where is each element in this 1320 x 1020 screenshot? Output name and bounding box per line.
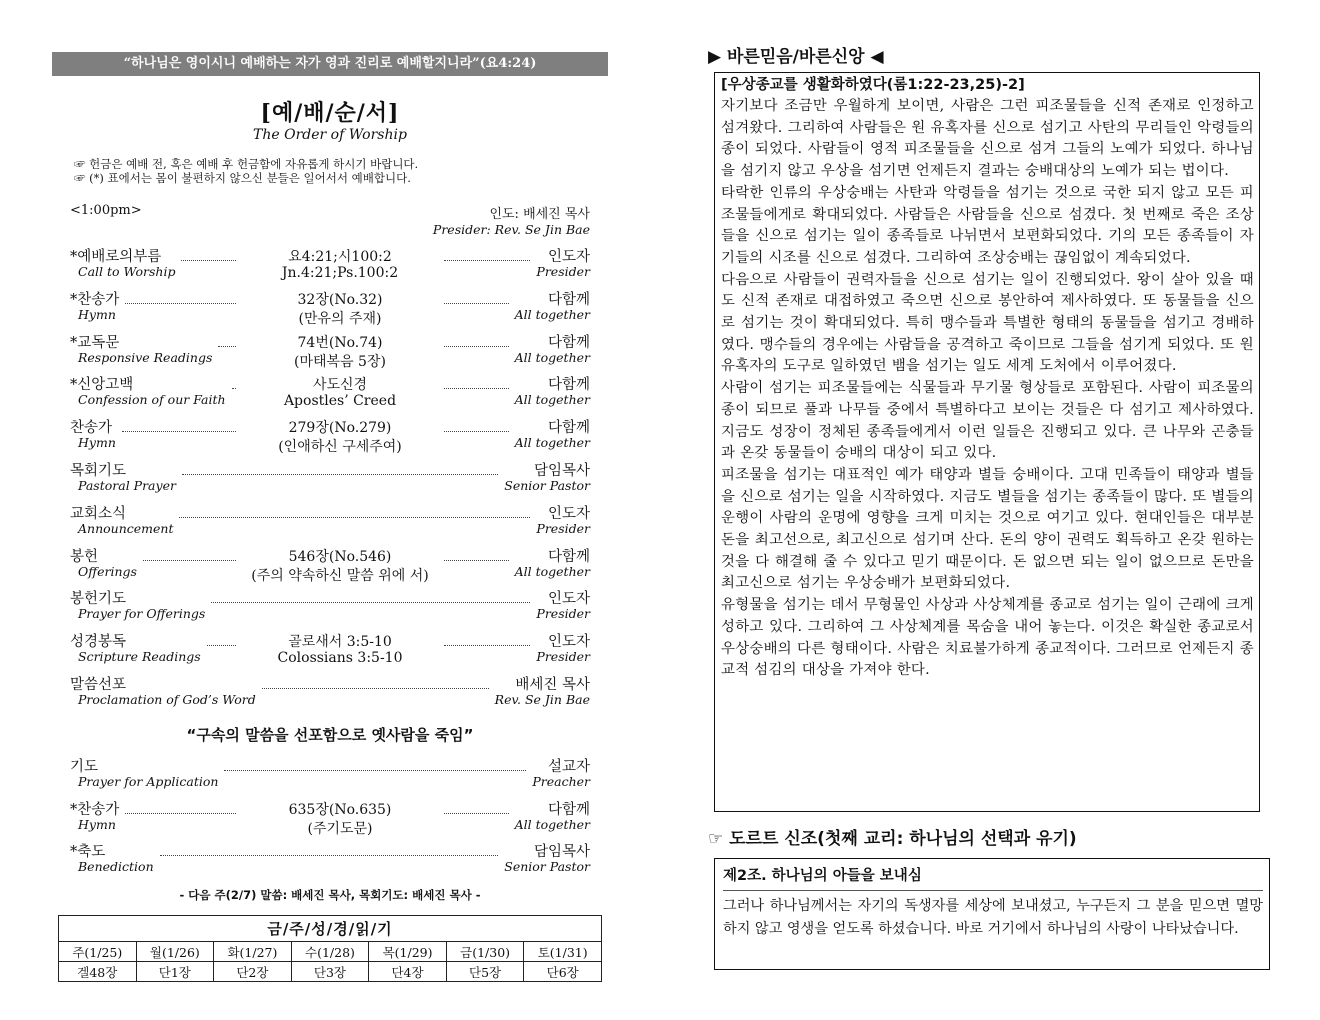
worship-item (52, 838, 608, 881)
reading-book: 단3장 (291, 962, 369, 982)
item-responsible-ko: 다함께 (547, 334, 590, 351)
worship-items-after-sermon (52, 753, 608, 881)
item-responsible-en: All together (514, 392, 590, 408)
worship-item (52, 329, 608, 372)
dot-leader (444, 645, 530, 646)
item-label-ko: *교독문 (70, 334, 120, 351)
item-label-ko: 말씀선포 (70, 676, 127, 693)
dot-leader (182, 474, 498, 475)
item-responsible-en: Presider (536, 606, 590, 622)
item-responsible-en: All together (514, 306, 590, 322)
item-responsible (515, 416, 590, 450)
item-label-en: Benediction (78, 859, 154, 875)
item-responsible (536, 502, 590, 536)
dot-leader (232, 388, 236, 389)
sermon-title: “구속의 말씀을 선포함으로 옛사람을 죽임” (186, 725, 474, 744)
item-label-en: Proclamation of God’s Word (78, 691, 256, 707)
idolatry-article-box (714, 72, 1260, 812)
item-label (70, 416, 116, 450)
item-label-ko: *축도 (70, 844, 106, 861)
item-responsible-ko: 인도자 (547, 634, 590, 651)
dot-leader (125, 813, 236, 814)
presider-info (433, 203, 590, 237)
dot-leader (444, 560, 509, 561)
item-label (70, 840, 154, 874)
worship-item (52, 585, 608, 628)
item-detail (242, 417, 438, 456)
reading-books-row (59, 962, 602, 982)
item-label-en: Hymn (78, 816, 116, 832)
item-detail-sub: Jn.4:21;Ps.100:2 (281, 265, 399, 281)
reading-day: 수(1/28) (291, 942, 369, 962)
reading-title: 금/주/성/경/읽/기 (58, 915, 602, 941)
item-responsible-en: Presider (536, 649, 590, 665)
article-paragraph: 피조물을 섬기는 대표적인 예가 태양과 별들 숭배이다. 고대 민족들이 태양과 별들을 신으로 섬기는 일을 시작하였다. 지금도 별들을 섬기는 종족들이 많다. 또 별들의 운행이 사람의 운명에 영향을 크게 미치는 것으로 여기고 있다. 현대인들은 대부분 돈을 최고선으로, 최고신으로 섬기며 산다. 돈의 양이 권력도 획득하고 온갖 원하는 것을 다 해결해 줄 수 있다고 믿기 때문이다. 돈 없으면 되는 일이 없으므로 돈만을 최고신으로 섬기는 우상숭배가 보편화되었다. (721, 466, 1254, 592)
worship-item (52, 371, 608, 414)
worship-item (52, 628, 608, 671)
item-responsible-en: Presider (536, 520, 590, 536)
item-detail (242, 799, 438, 838)
item-label-ko: 봉헌기도 (70, 591, 127, 608)
item-responsible-en: All together (514, 816, 590, 832)
item-responsible (515, 373, 590, 407)
item-detail-main: 골로새서 3:5-10 (288, 634, 392, 651)
scripture-banner: “하나님은 영이시니 예배하는 자가 영과 진리로 예배할지니라”(요4:24) (52, 52, 608, 76)
next-week-notice: - 다음 주(2/7) 말씀: 배세진 목사, 목회기도: 배세진 목사 - (179, 888, 481, 903)
worship-item (52, 753, 608, 796)
item-label-ko: *찬송가 (70, 801, 120, 818)
item-label (70, 331, 212, 365)
worship-notes (74, 157, 608, 185)
item-detail (242, 631, 438, 666)
item-responsible-en: All together (514, 435, 590, 451)
item-detail-sub: (주의 약속하신 말씀 위에 서) (251, 567, 429, 584)
item-label (70, 630, 201, 664)
item-detail-main: 요4:21;시100:2 (288, 249, 392, 265)
dot-leader (444, 813, 509, 814)
item-label (70, 673, 256, 707)
item-detail (242, 289, 438, 328)
item-responsible-ko: 담임목사 (533, 844, 590, 861)
item-label-en: Offerings (78, 563, 137, 579)
item-label-en: Scripture Readings (78, 649, 201, 665)
item-responsible-en: Senior Pastor (504, 477, 590, 493)
item-label-ko: 봉헌 (70, 548, 99, 565)
reading-days-row (59, 942, 602, 962)
item-detail-sub: Apostles’ Creed (283, 393, 397, 410)
item-responsible (515, 288, 590, 322)
item-responsible (515, 545, 590, 579)
item-responsible (532, 755, 590, 789)
dot-leader (444, 346, 509, 347)
reading-book: 단1장 (136, 962, 214, 982)
service-time: <1:00pm> (70, 203, 142, 218)
item-responsible-ko: 배세진 목사 (515, 676, 590, 693)
item-responsible-ko: 인도자 (547, 591, 590, 608)
dot-leader (444, 388, 509, 389)
item-label-en: Announcement (78, 520, 174, 536)
item-detail-main: 74번(No.74) (297, 334, 383, 351)
item-label-en: Hymn (78, 435, 116, 451)
item-detail (242, 374, 438, 409)
item-detail-main: 279장(No.279) (288, 420, 392, 437)
reading-book: 단4장 (369, 962, 447, 982)
item-responsible (495, 673, 590, 707)
item-label (70, 245, 175, 279)
item-label-ko: *신앙고백 (70, 377, 134, 394)
item-label (70, 755, 218, 789)
article-paragraph: 사람이 섬기는 피조물들에는 식물들과 무기물 형상들로 포함된다. 사람이 피조물의 종이 되므로 풀과 나무들 중에서 특별하다고 보이는 것들은 다 섬기고 제사하였다. 지금도 성장이 정체된 종족들에게서 이런 일들은 진행되고 있다. 큰 나무와 곤충들과 온갖 동물들이 숭배의 대상이 되고 있다. (721, 380, 1254, 462)
reading-book: 겔48장 (59, 962, 137, 982)
item-label-ko: 찬송가 (70, 420, 113, 437)
item-detail-main: 546장(No.546) (288, 548, 392, 565)
article-paragraph: 자기보다 조금만 우월하게 보이면, 사람은 그런 피조물들을 신적 존재로 인정하고 섬겨왔다. 그리하여 사람들은 원 유혹자를 신으로 섬기고 사탄의 무리들인 악령들의 종이 되었다. 사람들이 영적 피조물들을 신으로 섬겨 그들의 노예가 되었다. 하나님을 섬기지 않고 우상을 섬기면 언제든지 결과는 숭배대상의 노예가 되는 법이다. (721, 98, 1254, 180)
dot-leader (122, 431, 236, 432)
reading-day: 목(1/29) (369, 942, 447, 962)
item-label (70, 288, 119, 322)
item-label-ko: 교회소식 (70, 505, 127, 522)
dot-leader (444, 260, 530, 261)
note-offering: ☞ 헌금은 예배 전, 혹은 예배 후 헌금함에 자유롭게 하시기 바랍니다. (74, 157, 419, 171)
dort-article-title: 제2조. 하나님의 아들을 보내심 (723, 865, 1263, 891)
dort-article-box (714, 858, 1270, 970)
article-title: [우상종교를 생활화하였다(롬1:22-23,25)-2] (721, 77, 1025, 93)
dot-leader (143, 560, 236, 561)
faith-page (708, 42, 1274, 982)
weekly-bible-reading-table (58, 915, 602, 982)
dot-leader (444, 303, 509, 304)
note-standing: ☞ (*) 표에서는 몸이 불편하지 않으신 분들은 일어서서 예배합니다. (74, 171, 411, 185)
order-subtitle: The Order of Worship (253, 127, 407, 143)
item-label (70, 798, 119, 832)
section-dort-title: ☞ 도르트 신조(첫째 교리: 하나님의 선택과 유기) (708, 829, 1077, 849)
reading-day: 토(1/31) (524, 942, 602, 962)
item-responsible-ko: 담임목사 (533, 462, 590, 479)
item-responsible (515, 331, 590, 365)
item-label-en: Prayer for Offerings (78, 606, 206, 622)
item-responsible-en: All together (514, 563, 590, 579)
item-detail-sub: Colossians 3:5-10 (277, 650, 403, 667)
dot-leader (181, 260, 236, 261)
worship-item (52, 543, 608, 586)
item-detail-main: 사도신경 (312, 377, 368, 394)
item-responsible (515, 798, 590, 832)
item-responsible-ko: 다함께 (547, 291, 590, 308)
presider-en: Presider: Rev. Se Jin Bae (432, 222, 590, 237)
item-detail-main: 32장(No.32) (297, 291, 383, 308)
order-title: [예/배/순/서] (260, 100, 400, 126)
dot-leader (207, 645, 236, 646)
item-detail (242, 546, 438, 585)
item-responsible-ko: 인도자 (547, 249, 590, 265)
item-responsible (536, 245, 590, 279)
item-label-en: Hymn (78, 306, 116, 322)
item-label-en: Pastoral Prayer (78, 477, 176, 493)
item-responsible (504, 840, 590, 874)
article-paragraph: 유형물을 섬기는 데서 무형물인 사상과 사상체계를 종교로 섬기는 일이 근래에 크게 성하고 있다. 그리하여 그 사상체계를 목숨을 내어 놓는다. 이것은 확실한 종교로서 우상숭배의 다른 형태이다. 사람은 치료불가하게 종교적이다. 그러므로 언제든지 종교적 섬김의 대상을 가져야 한다. (721, 597, 1254, 679)
article-paragraph: 다음으로 사람들이 권력자들을 신으로 섬기는 일이 진행되었다. 왕이 살아 있을 때도 신적 존재로 대접하였고 죽으면 신으로 봉안하여 제사하였다. 또 동물들을 신으로 섬기는 것이 확대되었다. 특히 맹수들과 특별한 형태의 동물들을 섬기고 경배하였다. 맹수들의 경우에는 사람들을 공격하고 죽이므로 그들을 섬기게 되었다. 또 원 유혹자의 도구로 일하였던 뱀을 섬기는 일도 세계 도처에서 이루어졌다. (721, 271, 1254, 375)
dot-leader (262, 688, 489, 689)
item-detail-sub: (만유의 주재) (298, 310, 382, 327)
dot-leader (211, 602, 530, 603)
item-label (70, 545, 137, 579)
worship-item (52, 671, 608, 714)
item-detail-sub: (주기도문) (307, 820, 373, 837)
worship-item (52, 796, 608, 839)
dot-leader (444, 431, 509, 432)
section-right-faith-title: ▶ 바른믿음/바른신앙 ◀ (708, 47, 884, 67)
reading-book: 단2장 (214, 962, 292, 982)
service-time-row (52, 203, 608, 237)
item-label-ko: 목회기도 (70, 462, 127, 479)
worship-items (52, 243, 608, 714)
item-label-ko: *예배로의부름 (70, 249, 162, 265)
item-responsible-ko: 인도자 (547, 505, 590, 522)
reading-book: 단5장 (446, 962, 524, 982)
item-responsible-en: Rev. Se Jin Bae (494, 691, 590, 707)
item-detail (242, 246, 438, 281)
dot-leader (160, 855, 499, 856)
item-responsible (504, 459, 590, 493)
item-label-en: Call to Worship (78, 264, 176, 279)
item-responsible (536, 587, 590, 621)
item-detail-sub: (마태복음 5장) (294, 353, 386, 370)
worship-item (52, 500, 608, 543)
item-responsible-ko: 다함께 (547, 420, 590, 437)
item-label (70, 502, 173, 536)
article-body (721, 96, 1254, 682)
item-label-en: Responsive Readings (78, 349, 213, 365)
reading-day: 주(1/25) (59, 942, 137, 962)
worship-item (52, 286, 608, 329)
item-responsible-en: Preacher (532, 773, 590, 789)
dot-leader (218, 346, 236, 347)
item-detail (242, 332, 438, 371)
presider-ko: 인도: 배세진 목사 (489, 207, 590, 222)
worship-item (52, 414, 608, 457)
item-responsible-ko: 다함께 (547, 377, 590, 394)
dot-leader (224, 770, 526, 771)
item-label-en: Prayer for Application (78, 773, 219, 789)
item-responsible-ko: 다함께 (547, 548, 590, 565)
item-responsible-ko: 설교자 (547, 758, 590, 775)
item-label-ko: 기도 (70, 758, 99, 775)
item-responsible-en: Presider (536, 264, 590, 279)
item-label-ko: *찬송가 (70, 291, 120, 308)
reading-book: 단6장 (524, 962, 602, 982)
reading-day: 금(1/30) (446, 942, 524, 962)
worship-item (52, 243, 608, 286)
worship-item (52, 457, 608, 500)
reading-day: 월(1/26) (136, 942, 214, 962)
item-label (70, 373, 226, 407)
item-responsible-ko: 다함께 (547, 801, 590, 818)
item-label (70, 587, 205, 621)
dort-article-text: 그러나 하나님께서는 자기의 독생자를 세상에 보내셨고, 누구든지 그 분을 믿으면 멸망하지 않고 영생을 얻도록 하셨습니다. 바로 거기에서 하나님의 사랑이 나타났습니다. (723, 898, 1263, 937)
item-responsible-en: Senior Pastor (504, 859, 590, 875)
article-paragraph: 타락한 인류의 우상숭배는 사탄과 악령들을 섬기는 것으로 국한 되지 않고 모든 피조물들에게로 확대되었다. 사람들은 사람들을 신으로 섬겼다. 첫 번째로 죽은 조상들을 신으로 섬기는 일이 종족들로 나뉘면서 보편화되었다. 기의 모든 종족들이 자기들의 시조를 신으로 섬겼다. 그리하여 조상숭배는 끊임없이 계속되었다. (721, 184, 1254, 266)
dot-leader (179, 517, 530, 518)
order-of-worship-page (52, 52, 608, 980)
dot-leader (125, 303, 236, 304)
item-label-ko: 성경봉독 (70, 634, 127, 651)
item-responsible-en: All together (514, 349, 590, 365)
item-responsible (536, 630, 590, 664)
item-detail-sub: (인애하신 구세주여) (278, 439, 402, 456)
item-label (70, 459, 176, 493)
item-detail-main: 635장(No.635) (288, 801, 392, 818)
item-label-en: Confession of our Faith (78, 392, 226, 408)
reading-day: 화(1/27) (214, 942, 292, 962)
